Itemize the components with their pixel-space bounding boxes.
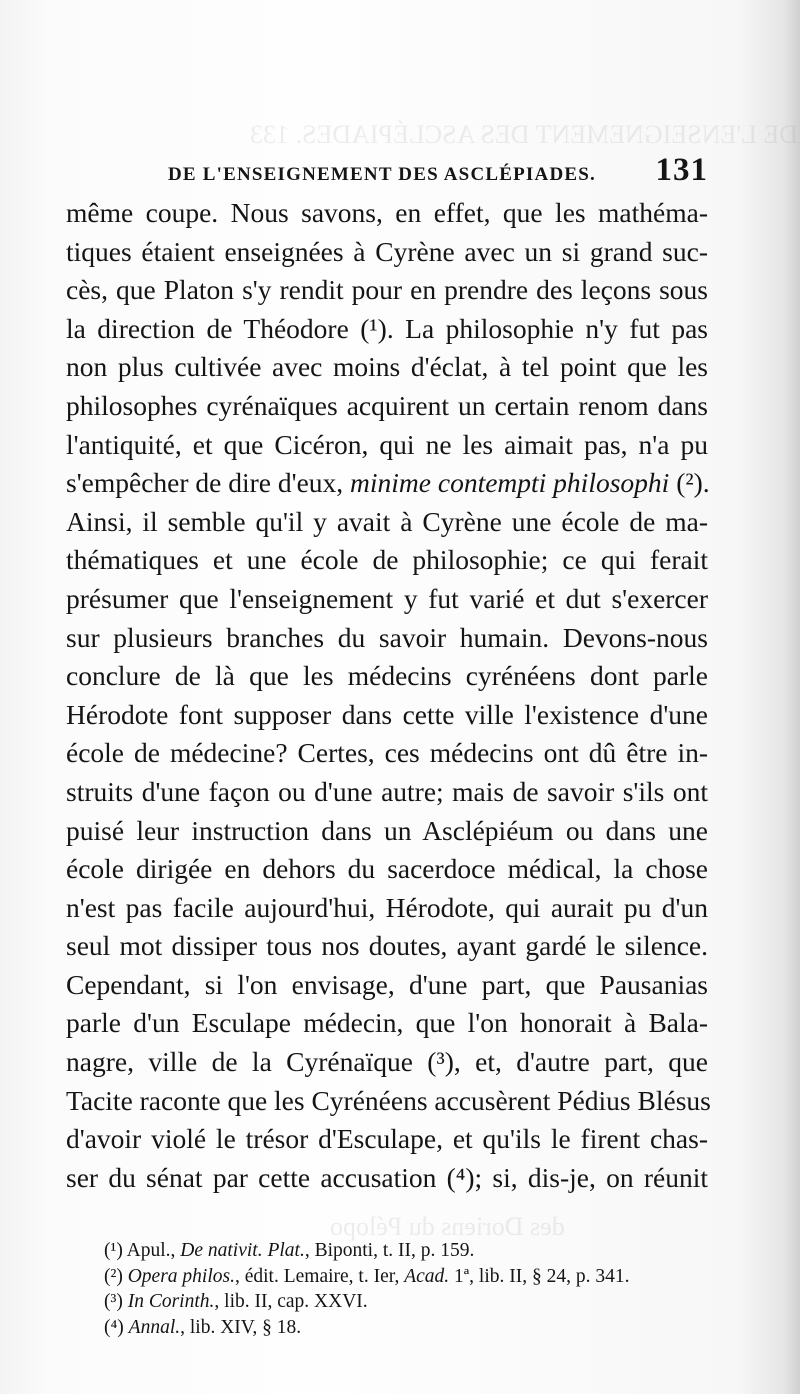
page-number: 131 [655, 152, 708, 188]
body-line: thématiques et une école de philosophie; ce qui ferait [66, 544, 708, 576]
footnote: (³) In Corinth., lib. II, cap. XXVI. [104, 1291, 368, 1313]
body-line: cès, que Platon s'y rendit pour en prendre des leçons sous [66, 274, 708, 306]
body-line: présumer que l'enseignement y fut varié et dut s'exercer [66, 582, 708, 614]
body-line: Tacite raconte que les Cyrénéens accusèrent Pédius Blésus [66, 1084, 711, 1116]
bleed-through-text: des Doriens du Pélopo [330, 1212, 565, 1241]
body-line: parle d'un Esculape médecin, que l'on honorait à Bala- [66, 1007, 708, 1039]
body-line: tiques étaient enseignées à Cyrène avec un si grand suc- [66, 235, 708, 267]
body-line: même coupe. Nous savons, en effet, que les mathéma- [66, 197, 708, 228]
body-line: philosophes cyrénaïques acquirent un certain renom dans [66, 389, 708, 421]
body-line: struits d'une façon ou d'une autre; mais de savoir s'ils ont [66, 775, 708, 807]
body-line: seul mot dissiper tous nos doutes, ayant gardé le silence. [66, 930, 708, 962]
running-header [168, 152, 708, 192]
body-line: Cependant, si l'on envisage, d'une part, que Pausanias [66, 968, 708, 1000]
body-text [66, 194, 711, 1197]
body-line: sur plusieurs branches du savoir humain. Devons-nous [66, 621, 708, 653]
body-line: école de médecine? Certes, ces médecins ont dû être in- [66, 737, 708, 769]
body-line: ser du sénat par cette accusation (⁴); si, dis-je, on réunit [66, 1161, 708, 1193]
body-line: la direction de Théodore (¹). La philosophie n'y fut pas [66, 312, 708, 344]
body-line: n'est pas facile aujourd'hui, Hérodote, qui aurait pu d'un [66, 891, 708, 923]
body-line: non plus cultivée avec moins d'éclat, à tel point que les [66, 351, 708, 383]
footnote: (⁴) Annal., lib. XIV, § 18. [104, 1316, 302, 1338]
body-line: Hérodote font supposer dans cette ville l'existence d'une [66, 698, 708, 730]
body-line: puisé leur instruction dans un Asclépiéum ou dans une [66, 814, 708, 846]
body-line: s'empêcher de dire d'eux, minime contempti philosophi (²). [66, 467, 710, 499]
body-line: école dirigée en dehors du sacerdoce médical, la chose [66, 853, 708, 885]
footnote: (²) Opera philos., édit. Lemaire, t. Ier, Acad. 1ª, lib. II, § 24, p. 341. [104, 1265, 630, 1287]
body-line: d'avoir violé le trésor d'Esculape, et qu'ils le firent chas- [66, 1123, 708, 1155]
body-line: Ainsi, il semble qu'il y avait à Cyrène une école de ma- [66, 505, 708, 537]
footnotes [104, 1238, 724, 1340]
running-title: DE L'ENSEIGNEMENT DES ASCLÉPIADES. [168, 164, 596, 185]
footnote: (¹) Apul., De nativit. Plat., Biponti, t. II, p. 159. [104, 1240, 475, 1261]
body-line: nagre, ville de la Cyrénaïque (³), et, d'autre part, que [66, 1046, 708, 1078]
body-line: conclure de là que les médecins cyrénéens dont parle [66, 660, 708, 692]
bleed-through-text: DE L'ENSEIGNEMENT DES ASCLÉPIADES. 133 [250, 120, 799, 149]
body-line: l'antiquité, et que Cicéron, qui ne les aimait pas, n'a pu [66, 428, 708, 460]
